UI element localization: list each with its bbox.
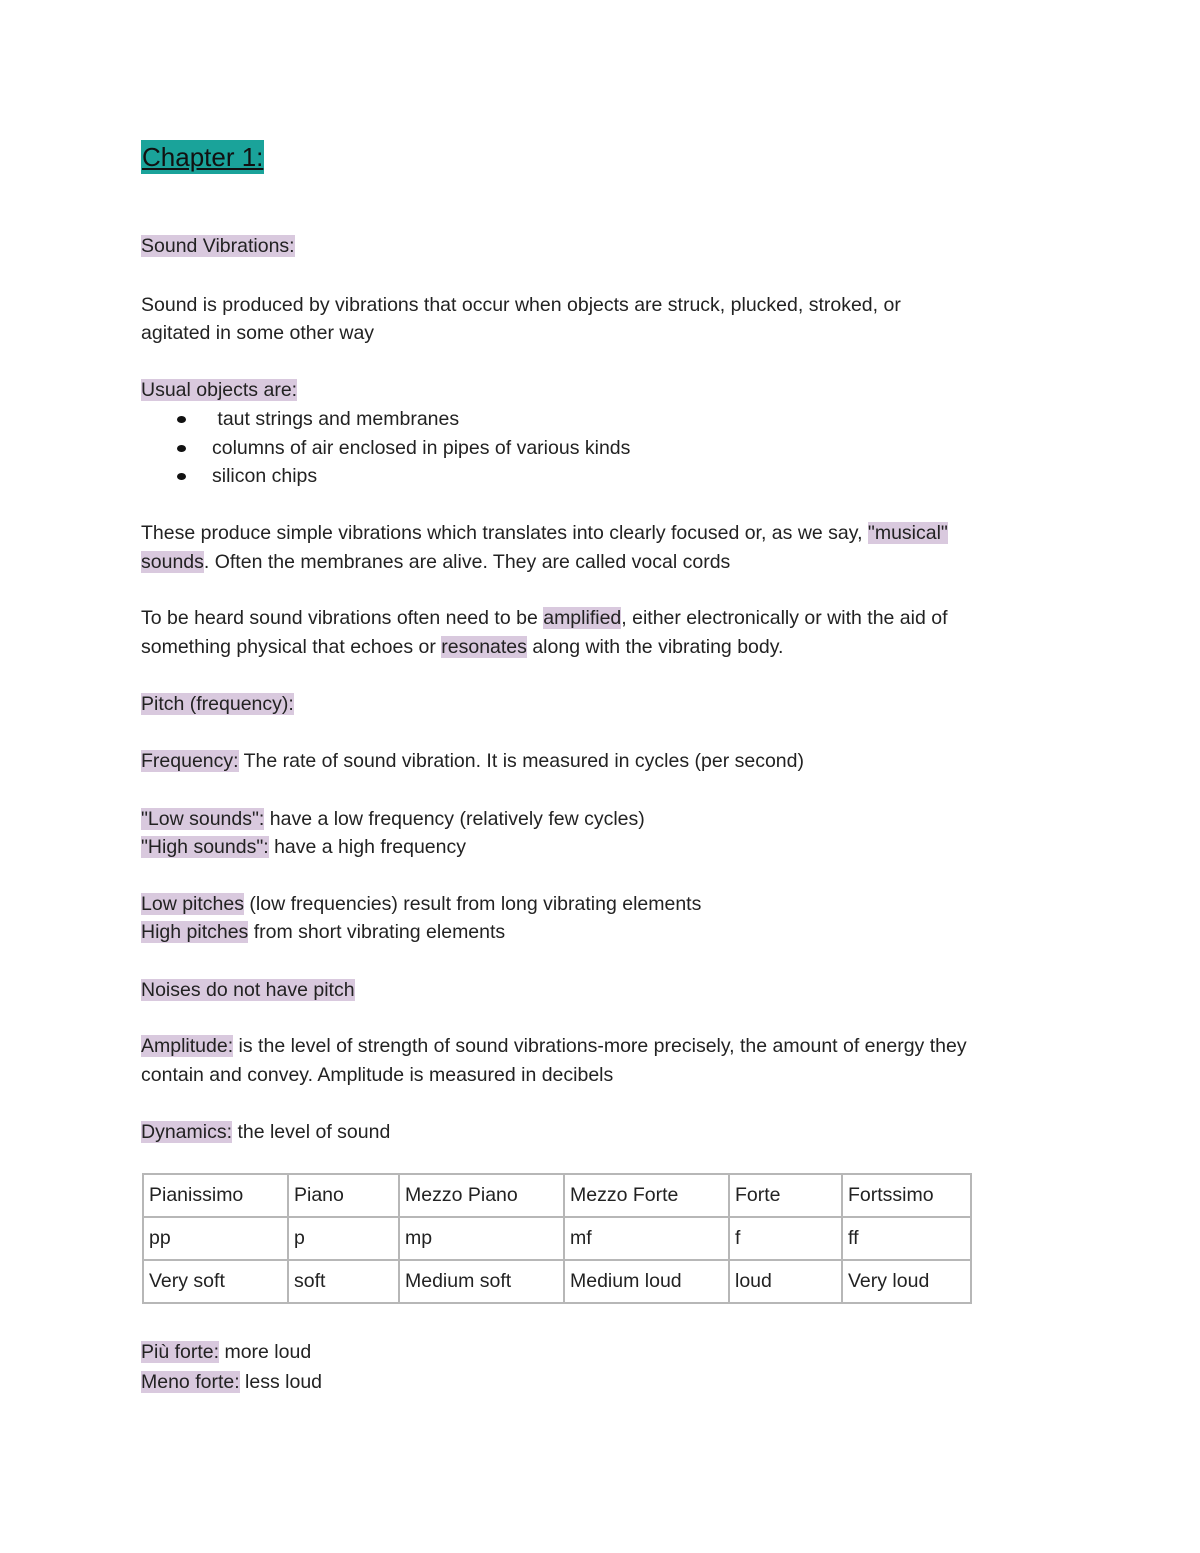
table-cell: Mezzo Forte: [564, 1174, 729, 1217]
high-sounds-definition: "High sounds": have a high frequency: [141, 836, 466, 858]
amplified-highlight: amplified: [543, 607, 622, 629]
chapter-title: Chapter 1:: [142, 142, 264, 172]
amplified-paragraph-line-1: To be heard sound vibrations often need to be amplified, either electronically or with the aid of: [141, 607, 948, 629]
amplified-paragraph-line-2: something physical that echoes or resonates along with the vibrating body.: [141, 636, 784, 658]
table-cell: Fortssimo: [842, 1174, 971, 1217]
table-cell: loud: [729, 1260, 842, 1303]
dynamics-line: Dynamics: the level of sound: [141, 1121, 391, 1143]
table-cell: p: [288, 1217, 399, 1260]
noises-line: Noises do not have pitch: [141, 979, 355, 1001]
musical-paragraph-line-1: These produce simple vibrations which translates into clearly focused or, as we say, "musical": [141, 522, 948, 544]
meno-forte-line: Meno forte: less loud: [141, 1371, 323, 1393]
high-pitches-line: High pitches from short vibrating elements: [141, 921, 506, 943]
list-item: silicon chips: [141, 462, 630, 491]
table-cell: mp: [399, 1217, 564, 1260]
table-cell: ff: [842, 1217, 971, 1260]
low-sounds-definition: "Low sounds": have a low frequency (relatively few cycles): [141, 808, 645, 830]
sound-paragraph-line-1: Sound is produced by vibrations that occur when objects are struck, plucked, stroked, or: [141, 294, 901, 316]
bullet-icon: [177, 473, 186, 480]
table-cell: Very soft: [143, 1260, 288, 1303]
resonates-highlight: resonates: [441, 636, 527, 658]
table-cell: Mezzo Piano: [399, 1174, 564, 1217]
musical-paragraph-line-2: sounds. Often the membranes are alive. They are called vocal cords: [141, 551, 731, 573]
table-cell: soft: [288, 1260, 399, 1303]
table-row: [143, 1260, 971, 1303]
list-item: columns of air enclosed in pipes of various kinds: [141, 434, 630, 463]
table-cell: f: [729, 1217, 842, 1260]
frequency-definition: Frequency: The rate of sound vibration. It is measured in cycles (per second): [141, 750, 804, 772]
table-cell: Piano: [288, 1174, 399, 1217]
usual-objects-heading: Usual objects are:: [141, 379, 298, 401]
list-item: taut strings and membranes: [141, 405, 630, 434]
bullet-icon: [177, 416, 186, 423]
sounds-highlight: sounds: [141, 551, 204, 573]
table-cell: mf: [564, 1217, 729, 1260]
sound-vibrations-heading: Sound Vibrations:: [141, 235, 295, 257]
amplitude-line-1: Amplitude: is the level of strength of sound vibrations-more precisely, the amount of energy they: [141, 1035, 967, 1057]
pitch-heading: Pitch (frequency):: [141, 693, 294, 715]
piu-forte-line: Più forte: more loud: [141, 1341, 312, 1363]
amplitude-line-2: contain and convey. Amplitude is measured in decibels: [141, 1064, 614, 1086]
table-cell: Medium soft: [399, 1260, 564, 1303]
bullet-icon: [177, 445, 186, 452]
sound-paragraph-line-2: agitated in some other way: [141, 322, 375, 344]
table-row: [143, 1174, 971, 1217]
dynamics-table: [142, 1173, 972, 1304]
table-cell: Medium loud: [564, 1260, 729, 1303]
table-cell: Pianissimo: [143, 1174, 288, 1217]
table-cell: Forte: [729, 1174, 842, 1217]
usual-objects-list: [141, 405, 630, 491]
table-cell: pp: [143, 1217, 288, 1260]
low-pitches-line: Low pitches (low frequencies) result from long vibrating elements: [141, 893, 702, 915]
musical-highlight: "musical": [867, 522, 948, 544]
table-row: [143, 1217, 971, 1260]
table-cell: Very loud: [842, 1260, 971, 1303]
